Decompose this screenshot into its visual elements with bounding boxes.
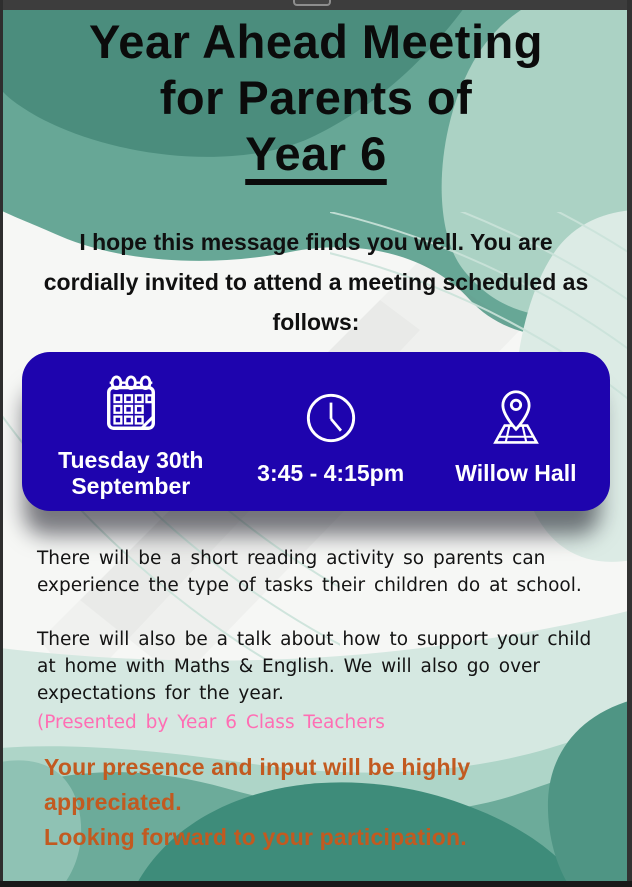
schedule-banner [22,352,610,511]
title-line-1: Year Ahead Meeting [89,15,543,68]
body-paragraph-1: There will be a short reading activity so parents can experience the type of tasks their children do at school. [37,548,582,596]
intro-text: I hope this message finds you well. You are cordially invited to attend a meeting scheduled as follows: [43,229,589,335]
closing-line-1: Your presence and input will be highly appreciated. [44,754,471,815]
schedule-date-column [22,365,240,499]
top-tab-handle[interactable] [293,0,331,6]
title-line-3 [0,126,632,182]
page-title [0,14,632,182]
location-pin-icon [486,384,546,452]
window-bottom-bar [0,881,632,887]
presented-by-note: (Presented by Year 6 Class Teachers [37,712,385,733]
schedule-time-label: 3:45 - 4:15pm [257,459,405,486]
body-paragraph-2: There will also be a talk about how to support your child at home with Maths & English. We will also go over expectations for the year. [37,629,592,704]
calendar-icon [100,371,162,439]
schedule-date-label: Tuesday 30th September [58,446,204,499]
clock-icon [302,384,360,452]
schedule-location-column [422,378,610,486]
schedule-location-label: Willow Hall [455,459,577,486]
schedule-time-column [240,378,422,486]
title-year-underlined: Year 6 [245,127,387,180]
closing-line-2: Looking forward to your participation. [44,824,467,850]
closing-text [44,750,604,855]
body-text [37,545,615,736]
title-line-2: for Parents of [159,71,473,124]
window-right-border [627,0,632,887]
window-left-border [0,0,3,887]
